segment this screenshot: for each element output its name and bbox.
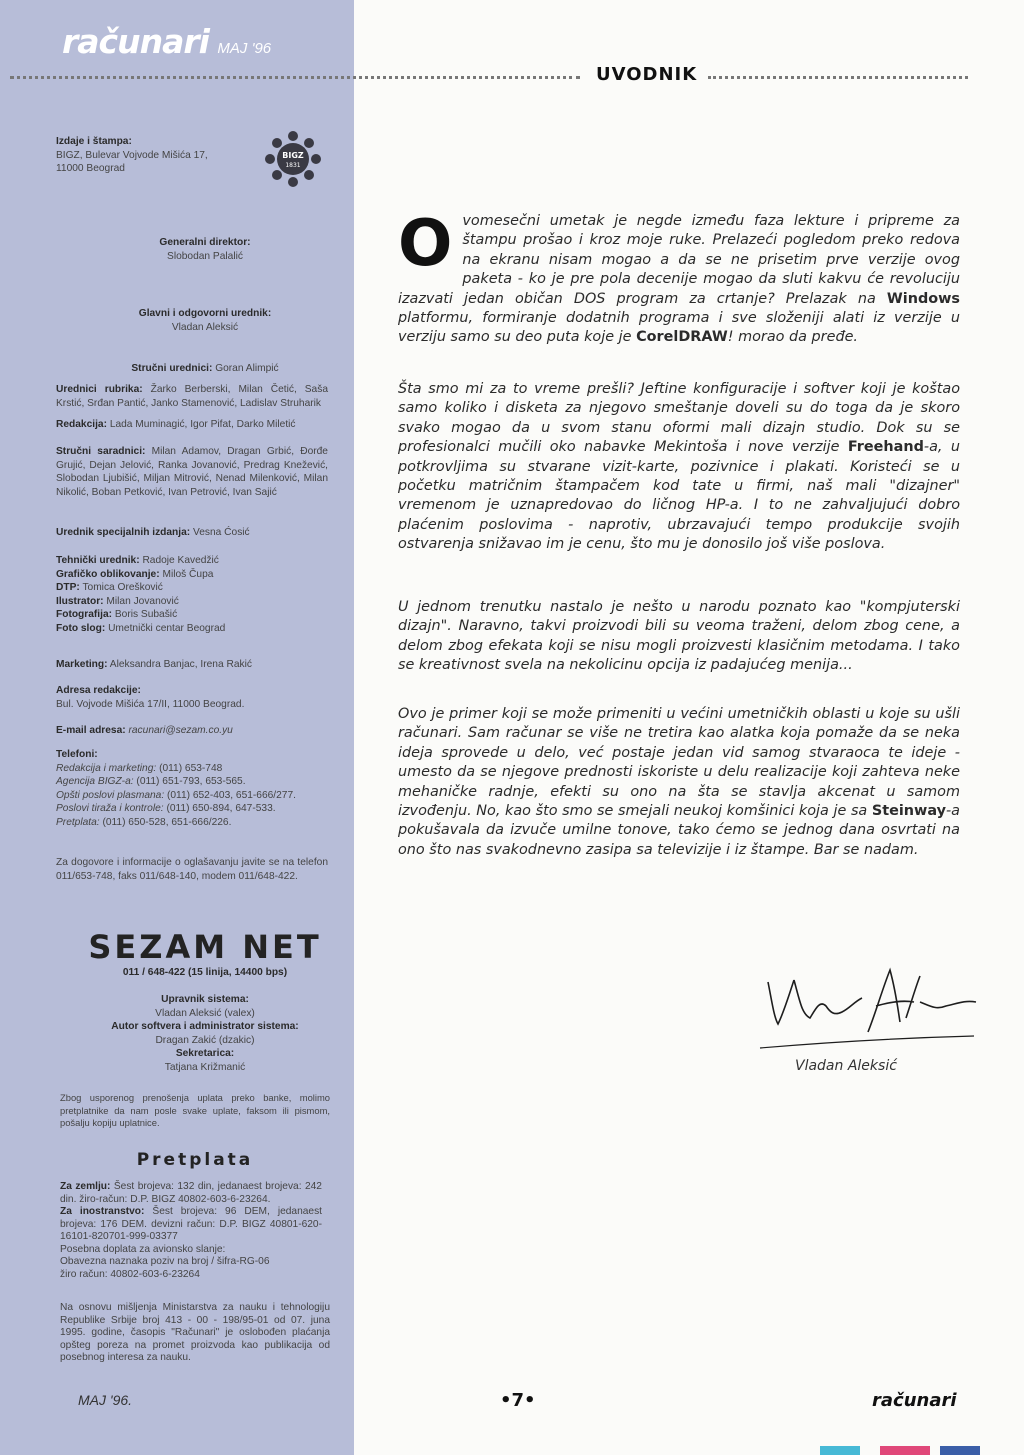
credit-label: Tehnički urednik: [56, 555, 140, 566]
email [56, 724, 328, 738]
drop-cap: O [398, 207, 453, 281]
foreign-label: Za inostranstvo: [60, 1206, 145, 1217]
phone-value: (011) 653-748 [159, 762, 223, 774]
editor-in-chief [60, 307, 350, 334]
subscription-domestic [60, 1181, 322, 1206]
address-value: Bul. Vojvode Mišića 17/II, 11000 Beograd. [56, 698, 245, 710]
masthead-date: MAJ '96 [217, 40, 272, 57]
editorial-paragraph [398, 705, 960, 860]
page-number: •7• [500, 1390, 536, 1411]
emphasis-windows: Windows [886, 290, 960, 307]
marketing-label: Marketing: [56, 659, 108, 670]
phone-line [56, 816, 328, 830]
emphasis-coreldraw: CorelDRAW [636, 329, 728, 346]
phone-line [56, 802, 328, 816]
phone-line [56, 775, 328, 789]
credit-label: DTP: [56, 582, 80, 594]
phone-label: Poslovi tiraža i kontrole: [56, 803, 164, 815]
domestic-value: Šest brojeva: 132 din, jedanaest brojeva: 242 din. žiro-račun: D.P. BIGZ 40802-603-6-23264. [60, 1181, 322, 1205]
credit-label: Grafičko oblikovanje: [56, 568, 160, 580]
credit-line [56, 554, 328, 568]
credit-value: Radoje Kavedžić [142, 555, 219, 566]
marketing-value: Aleksandra Banjac, Irena Rakić [109, 659, 252, 670]
secretary-name: Tatjana Križmanić [164, 1061, 246, 1073]
phones-label: Telefoni: [56, 749, 98, 760]
subscription-info [60, 1181, 322, 1281]
address-label: Adresa redakcije: [56, 685, 141, 696]
footer-date: MAJ '96. [78, 1392, 133, 1408]
editorial-staff-label: Redakcija: [56, 419, 107, 430]
editorial-paragraph [398, 207, 960, 348]
account-note: žiro račun: 40802-603-6-23264 [60, 1268, 200, 1280]
publisher-line: 11000 Beograd [56, 163, 125, 175]
marketing [56, 658, 328, 672]
contributors-label: Stručni saradnici: [56, 446, 146, 457]
publisher-line: BIGZ, Bulevar Vojvode Mišića 17, [56, 149, 208, 161]
general-director [60, 236, 350, 263]
section-title: UVODNIK [596, 64, 698, 85]
editorial-address [56, 684, 328, 711]
payment-note: Zbog usporenog prenošenja uplata preko banke, molimo pretplatnike da nam posle svake uplate, faksom ili pismom, pošalju kopiju uplatnice. [60, 1092, 330, 1128]
expert-editors [60, 362, 350, 376]
publisher-label: Izdaje i štampa: [56, 136, 132, 147]
advertising-info: Za dogovore i informacije o oglašavanju javite se na telefon 011/653-748, faks 011/648-140, modem 011/648-422. [56, 857, 328, 882]
credit-value: Tomica Orešković [82, 582, 163, 594]
tax-exemption-note: Na osnovu mišljenja Ministarstva za nauku i tehnologiju Republike Srbije broj 413 - 00 - 198/95-01 od 07. juna 1995. godine, časopis "Računari" je oslobođen plaćanja opšteg poreza na promet proizvoda kao publikacija od posebnog interesa za nauku. [60, 1302, 330, 1363]
credit-value: Umetnički centar Beograd [108, 622, 226, 634]
phone-label: Redakcija i marketing: [56, 762, 157, 774]
technical-credits [56, 554, 328, 636]
credit-line [56, 568, 328, 582]
section-editors-label: Urednici rubrika: [56, 384, 143, 395]
phone-value: (011) 650-894, 647-533. [166, 803, 276, 815]
paragraph-text: -a, u potkrovljima su stvarane vizit-karte, pozivnice i plakati. Koristeći se u početku matričnim štampačem kod tate u firmi, naš mali "dizajner" vremenom je uznapredovao do ličnog HP-a. I to ne zahvaljujući dobro plaćenim poslovima - naprotiv, ubrzavajući tempo produkcije svojih ostvarenja snižavao im je cenu, što mu je donosilo još više poslova. [398, 439, 960, 553]
phone-value: (011) 652-403, 651-666/277. [167, 789, 296, 801]
credit-label: Fotografija: [56, 609, 113, 621]
credit-line [56, 608, 328, 622]
credit-label: Ilustrator: [56, 595, 104, 607]
phone-label: Opšti poslovi plasmana: [56, 789, 165, 801]
expert-editors-value: Goran Alimpić [215, 363, 279, 374]
sysop [60, 993, 350, 1075]
secretary-label: Sekretarica: [175, 1048, 235, 1060]
footer-logo: računari [872, 1390, 957, 1411]
subscription-title: Pretplata [136, 1150, 254, 1170]
domestic-label: Za zemlju: [60, 1181, 111, 1192]
sezam-net-title: SEZAM NET [88, 928, 322, 966]
publisher-block [56, 135, 256, 176]
emphasis-freehand: Freehand [847, 439, 924, 456]
editorial-paragraph [398, 380, 960, 555]
airmail-note: Posebna doplata za avionsko slanje: [60, 1243, 226, 1255]
admin-label: Autor softvera i administrator sistema: [111, 1021, 299, 1033]
reference-note: Obavezna naznaka poziv na broj / šifra-RG-06 [60, 1256, 270, 1267]
signature-name: Vladan Aleksić [795, 1058, 897, 1074]
phone-label: Pretplata: [56, 816, 100, 828]
subscription-foreign [60, 1206, 322, 1244]
email-label: E-mail adresa: [56, 725, 126, 736]
editor-in-chief-name: Vladan Aleksić [171, 321, 239, 333]
sezam-phone [60, 966, 350, 980]
color-bar-cyan [820, 1446, 860, 1455]
dotted-rule-right [708, 76, 968, 79]
paragraph-text: Šta smo mi za to vreme prešli? Jeftine konfiguracije i softver koji je koštao samo koliko i disketa za njegovo smeštanje doveli su do toga da je skoro svako mogao da u svom stanu oformi mali dizajn studio. Dok su se profesionalci mučili oko nabavke Mekintoša i nove verzije [398, 381, 960, 456]
sysop-label: Upravnik sistema: [161, 994, 249, 1005]
section-editors-value: Žarko Berberski, Milan Četić, Saša Krstić, Srđan Pantić, Janko Stamenović, Ladislav Struharik [56, 384, 328, 409]
editorial-staff [56, 418, 328, 432]
sezam-phone-value: 011 / 648-422 (15 linija, 14400 bps) [122, 967, 288, 978]
signature-image [750, 962, 980, 1057]
phone-value: (011) 650-528, 651-666/226. [102, 816, 232, 828]
special-editions-value: Vesna Ćosić [193, 527, 250, 538]
paragraph-text: ! morao da pređe. [727, 329, 859, 346]
credit-line [56, 581, 328, 595]
bigz-logo-text: BIGZ [282, 151, 304, 160]
email-value: racunari@sezam.co.yu [128, 725, 233, 736]
general-director-label: Generalni direktor: [159, 237, 251, 248]
phone-label: Agencija BIGZ-a: [56, 776, 134, 788]
credit-value: Miloš Čupa [162, 568, 214, 580]
bigz-logo-year: 1831 [285, 162, 301, 169]
credit-line [56, 595, 328, 609]
phone-line [56, 762, 328, 776]
section-editors [56, 383, 328, 410]
color-bar-magenta [880, 1446, 930, 1455]
masthead [62, 22, 271, 61]
phone-line [56, 789, 328, 803]
paragraph-text: vomesečni umetak je negde između faza lekture i pripreme za štampu prošao i kroz moje ruke. Prelazeći pogledom preko redova na ekranu nisam mogao a da se ne prisetim prve verzije ovog paketa - ko je pre pola decenije mogao da sluti kakvu će revoluciju izazvati jedan običan DOS program za crtanje? Prelazak na [398, 213, 960, 307]
editorial-staff-value: Lada Muminagić, Igor Pifat, Darko Miletić [109, 419, 296, 430]
phones [56, 748, 328, 830]
emphasis-steinway: Steinway [871, 803, 946, 820]
phone-value: (011) 651-793, 653-565. [136, 776, 246, 788]
special-editions [56, 526, 328, 540]
editor-in-chief-label: Glavni i odgovorni urednik: [138, 308, 272, 319]
bigz-logo-icon [262, 128, 324, 190]
credit-label: Foto slog: [56, 622, 106, 634]
expert-editors-label: Stručni urednici: [131, 363, 213, 374]
paragraph-text: Ovo je primer koji se može primeniti u većini umetničkih oblasti u koje su ušli računari. Sam računar se više ne tretira kao alatka koja pomaže da se neka ideja sprovede u delo, već postaje jedan vid samog stvaraoca te ideje - umesto da se njegove prednosti iskoriste u delu realizacije koji zahteva neke mehaničke radnje, efekti su ono na šta se stavlja akcenat u samom izvođenju. No, kao što smo se smejali neukoj komšinici koja je sa [398, 706, 960, 820]
sysop-name: Vladan Aleksić (valex) [155, 1007, 255, 1019]
paragraph-text: -a pokušavala da izvuče umilne tonove, tako ćemo se jednog dana osvrtati na ono što nas svakodnevno zasipa sa televizije i iz štampe. Bar se nadam. [398, 803, 960, 858]
special-editions-label: Urednik specijalnih izdanja: [56, 527, 191, 538]
foreign-value: Šest brojeva: 96 DEM, jedanaest brojeva: 176 DEM. devizni račun: D.P. BIGZ 40801-620-16101-820701-999-03377 [60, 1206, 323, 1242]
credit-value: Boris Subašić [114, 609, 178, 621]
credit-value: Milan Jovanović [106, 595, 179, 607]
color-bar-blue [940, 1446, 980, 1455]
dotted-rule-left [10, 76, 580, 79]
paragraph-text: platformu, formiranje dodatnih programa i sve složeniji alati iz verzije u verziju samo su deo puta koje je [398, 310, 960, 346]
contributors-value: Milan Adamov, Dragan Grbić, Đorđe Grujić, Dejan Jelović, Ranka Jovanović, Predrag Knežević, Slobodan Ljubišić, Miljan Mitrović, Nenad Milenković, Milan Nikolić, Boban Petković, Ivan Petrović, Ivan Sajić [56, 446, 328, 498]
credit-line [56, 622, 328, 636]
admin-name: Dragan Zakić (dzakic) [155, 1034, 255, 1046]
general-director-name: Slobodan Palalić [167, 250, 243, 262]
masthead-logo: računari [62, 22, 209, 61]
contributors [56, 445, 328, 499]
editorial-paragraph: U jednom trenutku nastalo je nešto u narodu poznato kao "kompjuterski dizajn". Naravno, takvi proizvodi bili su veoma traženi, delom zbog cene, a delom zbog efekata koji se nisu mogli proizvesti klasičnim metodama. I tako se kreativnost svela na nekolicinu opcija iz padajućeg menija... [398, 599, 960, 674]
